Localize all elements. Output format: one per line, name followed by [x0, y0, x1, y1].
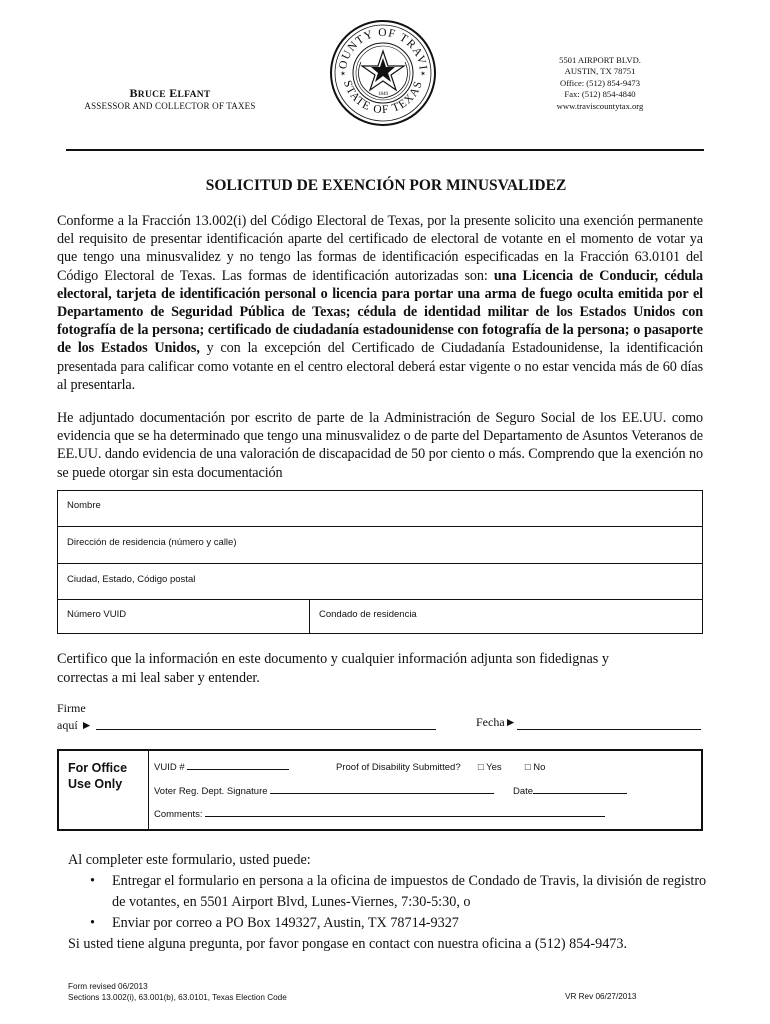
contact-block [530, 55, 670, 112]
instruction-bullet: • Entregar el formulario en persona a la oficina de impuestos de Condado de Travis, la división de registro de votantes, en 5501 Airport Blvd, Lunes-Viernes, 7:30-5:30, o [90, 873, 707, 910]
vr-revision: VR Rev 06/27/2013 [565, 992, 637, 1001]
no-label: No [533, 762, 546, 773]
intro-text-a: Conforme a la Fracción 13.002(i) del Código Electoral de Texas, por la presente solicito una exención permanente del requisito de presentar identificación aparte del certificado de electoral de votante en el momento de votar ya que tengo una minusvalidez y no tengo las formas de identificación especificadas en la Fracción 63.0101 del Código Electoral de Texas. Las formas de identificación autorizadas son: [57, 213, 703, 284]
intro-text-id-list: una Licencia de Conducir, cédula electoral, tarjeta de identificación personal o licencia para portar una arma de fuego oculta emitida por el Departamento de Seguridad Pública de Texas; cédula de identidad militar de los Estados Unidos con fotografía de la persona; certificado de ciudadanía estadounidense con fotografía de la persona; o pasaporte de los Estados Unidos, [57, 267, 703, 357]
office-phone: Office: (512) 854-9473 [559, 77, 641, 88]
form-revised: Form revised 06/2013 [68, 982, 148, 991]
certification-text: Certifico que la información en este documento y cualquier información adjunta son fidedignas y correctas a mi leal saber y entender. [57, 651, 609, 686]
office-vuid-label: VUID # [154, 762, 185, 773]
applicant-fields [57, 490, 703, 634]
svg-text:✶: ✶ [340, 70, 346, 78]
date-label: Fecha► [476, 715, 517, 729]
intro-paragraph [57, 212, 703, 394]
yes-checkbox[interactable]: □ [477, 762, 484, 773]
intro-text-c: y con la excepción del Certificado de Ciudadanía Estadounidense, la identificación presentada para calificar como votante en el centro electoral deberá estar vigente o no estar vencida más de 60 días al presentarla. [57, 340, 703, 393]
yes-label: Yes [486, 762, 502, 773]
header-rule [66, 149, 704, 151]
documentation-paragraph: He adjuntado documentación por escrito de parte de la Administración de Seguro Social de los EE.UU. como evidencia que se ha determinado que tengo una minusvalidez o de parte del Departamento de Asuntos Veteranos de EE.UU. dando evidencia de una valoración de discapacidad de 50 por ciento o más. Comprendo que la exención no se puede otorgar sin esta documentación [57, 410, 703, 481]
office-date-label: Date [513, 786, 534, 797]
assessor-name: BRUCE ELFANT [129, 86, 211, 100]
instructions [68, 850, 708, 955]
website[interactable]: www.traviscountytax.org [556, 100, 644, 111]
address-line1: 5501 AIRPORT BLVD. [559, 55, 641, 65]
name-field[interactable]: Nombre [58, 491, 702, 527]
address-line2: AUSTIN, TX 78751 [564, 66, 636, 77]
form-title: SOLICITUD DE EXENCIÓN POR MINUSVALIDEZ [205, 177, 567, 194]
no-checkbox[interactable]: □ [524, 762, 531, 773]
comments-label: Comments: [154, 809, 203, 820]
contact-note: Si usted tiene alguna pregunta, por favor pongase en contact con nuestra oficina a (512) 854-9473. [68, 936, 628, 952]
office-use-label: For Office Use Only [59, 751, 149, 829]
instruction-bullet: • Enviar por correo a PO Box 149327, Austin, TX 78714-9327 [90, 915, 459, 931]
office-use-box [57, 749, 703, 831]
address-field[interactable]: Dirección de residencia (número y calle) [58, 526, 702, 564]
office-date-line[interactable] [533, 793, 627, 794]
city-state-zip-field[interactable]: Ciudad, Estado, Código postal [58, 563, 702, 600]
comments-line[interactable] [205, 816, 605, 817]
sign-label: Firme aquí ► [57, 701, 93, 732]
fax-number: Fax: (512) 854-4840 [564, 89, 636, 100]
seal-bottom-text: STATE OF TEXAS [340, 78, 426, 117]
instructions-intro: Al completer este formulario, usted puede: [68, 852, 311, 868]
seal-top-text: OUNTY OF TRAVI [337, 26, 429, 72]
footer-left [68, 981, 287, 1003]
vuid-field[interactable]: Número VUID [58, 599, 310, 633]
dept-signature-line[interactable] [270, 793, 494, 794]
assessor-title: ASSESSOR AND COLLECTOR OF TAXES [84, 101, 256, 111]
proof-label: Proof of Disability Submitted? [336, 762, 461, 773]
office-vuid-line[interactable] [187, 769, 289, 770]
code-sections: Sections 13.002(i), 63.001(b), 63.0101, Texas Election Code [68, 993, 287, 1002]
date-line[interactable] [517, 729, 701, 730]
seal-year: 1840 [378, 92, 388, 97]
county-seal [328, 18, 438, 128]
county-field[interactable]: Condado de residencia [319, 609, 417, 620]
signature-line[interactable] [96, 729, 436, 730]
dept-signature-label: Voter Reg. Dept. Signature [154, 786, 268, 797]
svg-text:✶: ✶ [420, 70, 426, 78]
